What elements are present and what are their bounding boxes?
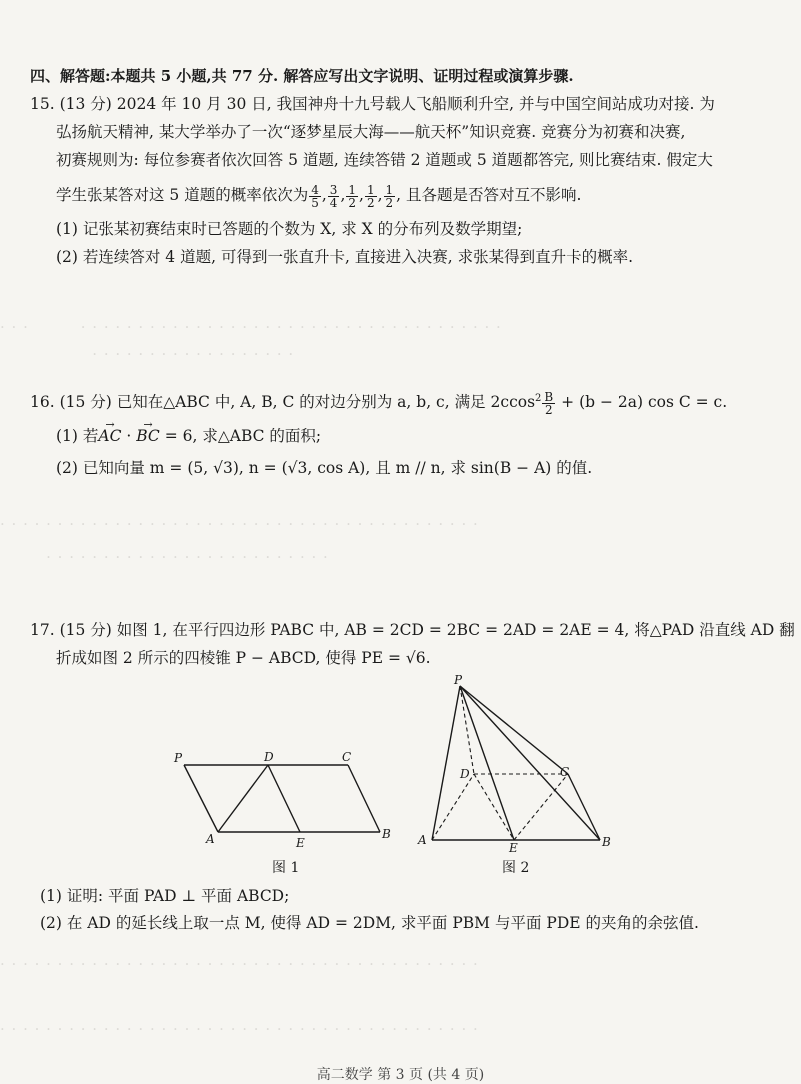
fig2-label-b: B bbox=[602, 835, 611, 849]
q17-part2: (2) 在 AD 的延长线上取一点 M, 使得 AD = 2DM, 求平面 PBM 与平面 PDE 的夹角的余弦值. bbox=[40, 914, 699, 932]
segment-de bbox=[268, 765, 300, 832]
probability-fraction: $\frac{1}{2}$ bbox=[385, 182, 394, 210]
fig1-label-c: C bbox=[342, 750, 352, 764]
bleed-through-text: · · · · · · · · · · · · · · · · · · · · · · · · · · · · · · · · · · · · · · · · · · bbox=[0, 955, 479, 973]
probability-fraction: $\frac{3}{4}$ bbox=[329, 182, 338, 210]
vector-bc: → BC bbox=[136, 426, 160, 446]
q15-part2: (2) 若连续答对 4 道题, 可得到一张直升卡, 直接进入决赛, 求张某得到直升卡的概率. bbox=[56, 248, 634, 266]
edge-ec-hidden bbox=[514, 774, 568, 840]
fig1-label-e: E bbox=[296, 836, 305, 850]
fig2-label-c: C bbox=[560, 765, 570, 779]
q15-line4-suffix: , 且各题是否答对互不影响. bbox=[396, 186, 582, 204]
segment-da bbox=[218, 765, 268, 832]
fig2-label-e: E bbox=[509, 841, 518, 852]
q17-line1: 17. (15 分) 如图 1, 在平行四边形 PABC 中, AB = 2CD = 2BC = 2AD = 2AE = 4, 将△PAD 沿直线 AD 翻 bbox=[30, 621, 795, 639]
q15-line4 bbox=[56, 180, 581, 210]
probability-fraction: $\frac{4}{5}$ bbox=[311, 182, 319, 210]
bleed-through-text: · · · · · · · · · · · · · · · · · · · · · · · · · bbox=[0, 548, 329, 566]
probability-list: $\frac{4}{5}$ , $\frac{3}{4}$ , $\frac{1}{2}$ , $\frac{1}{2}$ , $\frac{1}{2}$ bbox=[311, 182, 394, 210]
bleed-through-text: · · · · · · · · · · · · · · · · · · · · · · · · · · · · · · · · · · · · · · · · · · bbox=[0, 515, 479, 533]
q16-part1: (1) 若→ AC · → BC = 6, 求△ABC 的面积; bbox=[56, 426, 321, 446]
fig1-label-p: P bbox=[174, 751, 183, 765]
edge-pa bbox=[432, 686, 460, 840]
segment-pa bbox=[184, 765, 218, 832]
bleed-through-text: · · · · · · · · · · · · · · · · · · · · · · · · · · · · · · · · · · · · · · · · bbox=[0, 318, 502, 336]
q15-line4-prefix: 学生张某答对这 5 道题的概率依次为 bbox=[56, 186, 309, 204]
figure-1-parallelogram bbox=[170, 750, 400, 850]
q17-line2: 折成如图 2 所示的四棱锥 P − ABCD, 使得 PE = √6. bbox=[56, 649, 431, 667]
bleed-through-text: · · · · · · · · · · · · · · · · · · bbox=[0, 345, 295, 363]
fig1-label-a: A bbox=[206, 832, 215, 846]
figure-2-pyramid bbox=[414, 672, 614, 852]
figure-1-caption: 图 1 bbox=[272, 860, 300, 876]
q16-part2: (2) 已知向量 m = (5, √3), n = (√3, cos A), 且 m // n, 求 sin(B − A) 的值. bbox=[56, 459, 593, 477]
probability-fraction: $\frac{1}{2}$ bbox=[366, 182, 375, 210]
q16-line1: 16. (15 分) 已知在△ABC 中, A, B, C 的对边分别为 a, b, c, 满足 2ccos$^2$ $\frac{B}{2}$ + (b − 2a) cos C = c. bbox=[30, 389, 728, 417]
fig2-label-p: P bbox=[454, 673, 463, 687]
edge-pc bbox=[460, 686, 568, 774]
q16-line1-prefix: 16. (15 分) 已知在△ABC 中, A, B, C 的对边分别为 a, b, c, 满足 2ccos bbox=[30, 393, 536, 412]
q16-frac: $\frac{B}{2}$ bbox=[544, 389, 554, 417]
q15-line3: 初赛规则为: 每位参赛者依次回答 5 道题, 连续答错 2 道题或 5 道题都答完, 则比赛结束. 假定大 bbox=[56, 151, 713, 169]
q15-part1: (1) 记张某初赛结束时已答题的个数为 X, 求 X 的分布列及数学期望; bbox=[56, 220, 523, 238]
page-footer: 高二数学 第 3 页 (共 4 页) bbox=[316, 1067, 485, 1083]
q17-part1: (1) 证明: 平面 PAD ⊥ 平面 ABCD; bbox=[40, 887, 290, 905]
segment-cb bbox=[348, 765, 380, 832]
probability-fraction: $\frac{1}{2}$ bbox=[348, 182, 357, 210]
fig2-label-d: D bbox=[460, 767, 470, 781]
bleed-through-text: · · · · · · · · · · · · · · · · · · · · · · · · · · · · · · · · · · · · · · · · · · bbox=[0, 1020, 479, 1038]
fig1-label-b: B bbox=[382, 827, 391, 841]
q15-line2: 弘扬航天精神, 某大学举办了一次“逐梦星辰大海——航天杯”知识竞赛. 竞赛分为初赛和决赛, bbox=[56, 123, 686, 141]
vector-ac: → AC bbox=[98, 426, 121, 446]
q15-line1: 15. (13 分) 2024 年 10 月 30 日, 我国神舟十九号载人飞船顺利升空, 并与中国空间站成功对接. 为 bbox=[30, 95, 715, 113]
fig2-label-a: A bbox=[418, 833, 427, 847]
fig1-label-d: D bbox=[264, 750, 274, 764]
q16-line1-suffix: + (b − 2a) cos C = c. bbox=[556, 393, 728, 412]
section-heading: 四、解答题:本题共 5 小题,共 77 分. 解答应写出文字说明、证明过程或演算步骤. bbox=[30, 67, 574, 85]
edge-pb bbox=[460, 686, 600, 840]
figure-2-caption: 图 2 bbox=[502, 860, 530, 876]
edge-cb bbox=[568, 774, 600, 840]
edge-pe bbox=[460, 686, 514, 840]
